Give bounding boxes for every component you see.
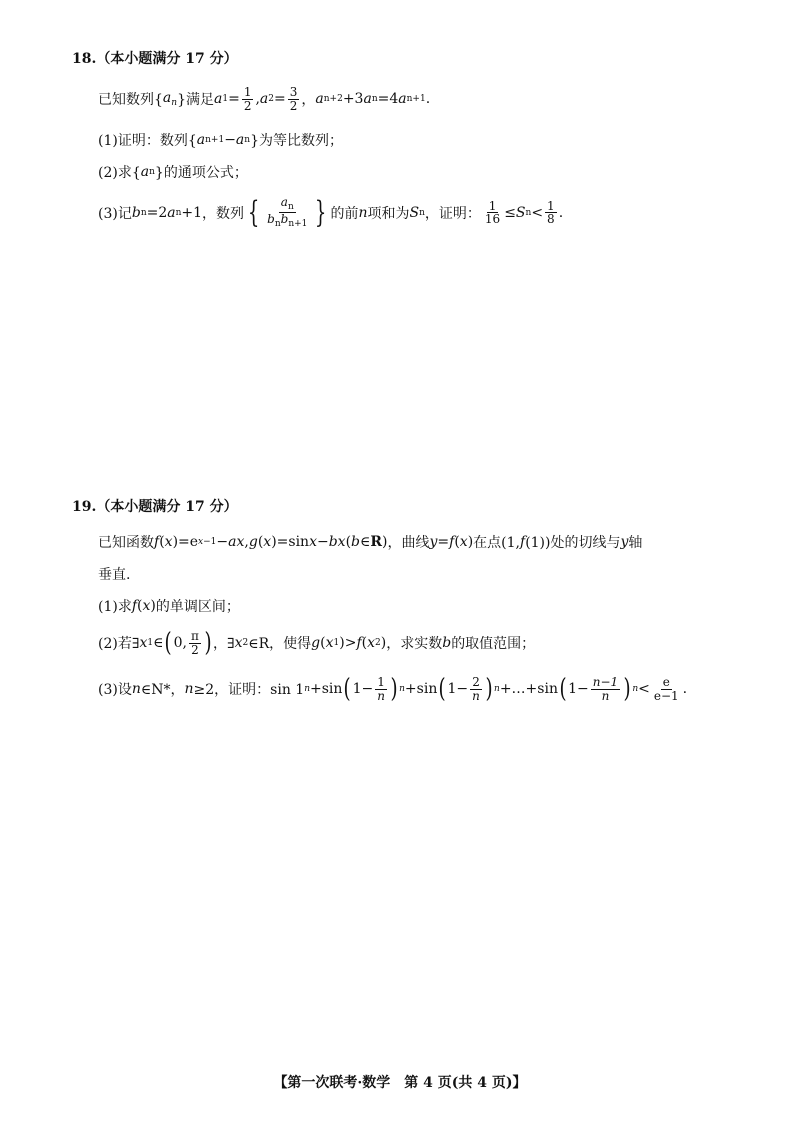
frac-pi-over-2: $\frac{\pi}{2}$ [190,629,199,657]
q18-part3: (3)记 b n =2 a n +1 ，数列 { $\frac{a_n}{b_nb_{n+1}}$ } 的前 n 项和为 S n ，证明： $\frac{1}{16}$ ≤ S n < $\frac{1}{8}$ . [98,194,564,230]
q19-part2: (2)若∃ x 1 ∈ ( 0, $\frac{\pi}{2}$ ) ，∃ x 2 ∈R，使得 g ( x 1 )> f ( x 2 ) ，求实数 b 的取值范围； [98,628,536,659]
page-footer: 【第一次联考·数学 第 4 页(共 4 页)】 [273,1075,527,1091]
q19-stem-line1: 已知函数 f ( x )=e x−1 − ax , g ( x )=sin x − bx ( b ∈ R ) ，曲线 y = f ( x ) 在点(1, f (1))处的切线与 y 轴 [98,534,643,551]
q19-part3: (3)设 n ∈N*， n ≥2，证明：sin 1 n +sin ( 1− $\frac{1}{n}$ ) n +sin ( 1− $\frac{2}{n}$ ) n +…+sin ( 1− $\frac{n-1}{n}$ ) n < $\frac{e}{e-1}$ . [98,674,688,705]
q18-part1: (1)证明：数列{ a n+1 − a n }为等比数列； [98,132,343,149]
q18-part2: (2)求{ a n }的通项公式； [98,164,248,181]
q19-part1: (1)求 f ( x ) 的单调区间； [98,598,240,615]
q18-stem: 已知数列{ $a_n$ }满足 a 1 = $\frac{1}{2}$ , a 2 = $\frac{3}{2}$ ， a n+2 +3 a n =4 a n+1 . [98,85,431,113]
q19-stem-line2: 垂直. [98,567,131,583]
frac-e-over-e-minus-1: $\frac{e}{e-1}$ [653,675,679,703]
frac-three-half: $\frac{3}{2}$ [289,85,298,113]
q18-header: 18.（本小题满分 17 分） [72,51,238,67]
frac-one-half: $\frac{1}{2}$ [243,85,252,113]
q19-header: 19.（本小题满分 17 分） [72,499,238,515]
frac-one-sixteenth: $\frac{1}{16}$ [484,198,501,227]
frac-one-eighth: $\frac{1}{8}$ [547,198,555,227]
